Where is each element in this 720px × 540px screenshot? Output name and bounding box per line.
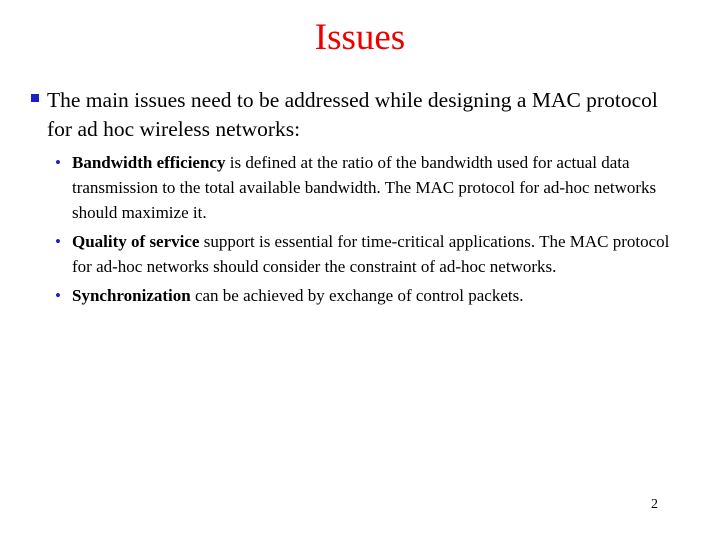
dot-bullet-icon: •	[55, 286, 61, 305]
sub-bullet-text	[72, 283, 671, 308]
sub-bullet-text	[72, 150, 671, 225]
main-bullet-text: The main issues need to be addressed while designing a MAC protocol for ad hoc wireless networks:	[47, 88, 658, 141]
page-number: 2	[651, 497, 658, 512]
sub-bullet-list	[55, 150, 671, 308]
sub-bullet-text	[72, 229, 671, 279]
dot-bullet-icon: •	[55, 153, 61, 172]
sub-bullet-body: is defined at the ratio of the bandwidth used for actual data transmission to the total available bandwidth. The MAC protocol for ad-hoc networks should maximize it.	[72, 153, 657, 222]
sub-bullet-item-qos	[55, 229, 671, 279]
bullet-list	[31, 86, 671, 312]
sub-bullet-body: can be achieved by exchange of control packets.	[190, 286, 524, 305]
main-bullet-item	[31, 86, 671, 144]
sub-bullet-body: support is essential for time-critical applications. The MAC protocol for ad-hoc networks should consider the constraint of ad-hoc networks.	[72, 232, 670, 276]
slide-title: Issues	[314, 17, 406, 58]
sub-bullet-term: Bandwidth efficiency	[72, 153, 226, 172]
sub-bullet-item-synchronization	[55, 283, 671, 308]
sub-bullet-item-bandwidth	[55, 150, 671, 225]
sub-bullet-term: Quality of service	[72, 232, 200, 251]
dot-bullet-icon: •	[55, 232, 61, 251]
square-bullet-icon	[31, 86, 47, 102]
sub-bullet-term: Synchronization	[72, 286, 191, 305]
